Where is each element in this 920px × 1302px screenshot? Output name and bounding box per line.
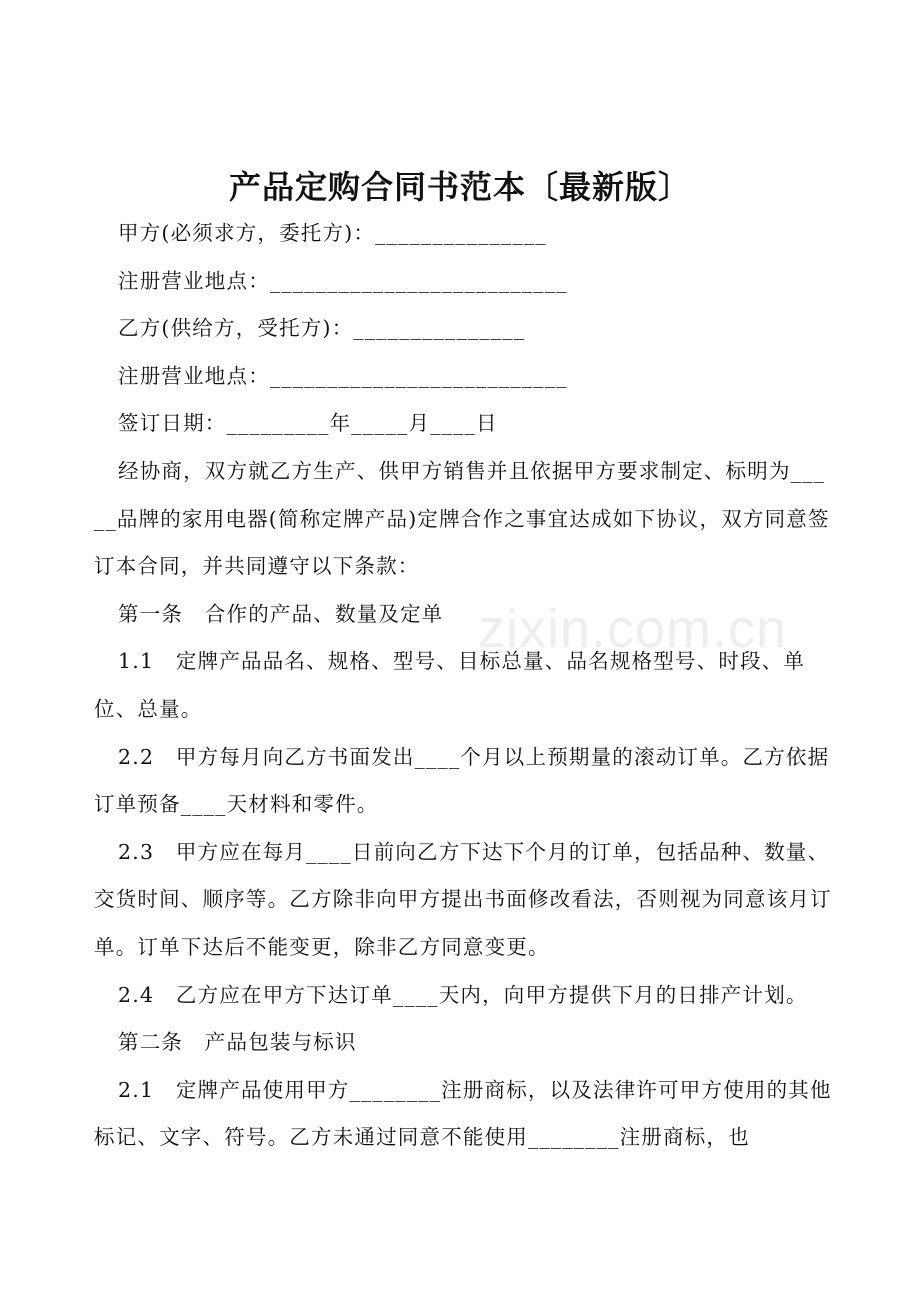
- preamble-paragraph: 经协商，双方就乙方生产、供甲方销售并且依据甲方要求制定、标明为_____品牌的家用电器(简称定牌产品)定牌合作之事宜达成如下协议，双方同意签订本合同，并共同遵守以下条款：: [94, 458, 830, 579]
- article-two-heading: 第二条 产品包装与标识: [118, 1030, 357, 1055]
- clause-2-1: 2.1 定牌产品使用甲方________注册商标，以及法律许可甲方使用的其他标记、文字、符号。乙方未通过同意不能使用________注册商标，也: [94, 1077, 832, 1150]
- clause-2-2: 2.2 甲方每月向乙方书面发出____个月以上预期量的滚动订单。乙方依据订单预备____天材料和零件。: [94, 744, 830, 817]
- signing-date-line: 签订日期：_________年_____月____日: [118, 411, 498, 436]
- document-title: 产品定购合同书范本〔最新版〕: [228, 168, 691, 206]
- clause-2-4: 2.4 乙方应在甲方下达订单____天内，向甲方提供下月的日排产计划。: [118, 982, 808, 1007]
- party-b-address-line: 注册营业地点：__________________________: [118, 363, 568, 388]
- clause-1-1: 1.1 定牌产品品名、规格、型号、目标总量、品名规格型号、时段、单位、总量。: [94, 649, 806, 721]
- watermark: zixin.com.cn: [478, 599, 788, 659]
- party-a-line: 甲方(必须求方，委托方)：_______________: [118, 221, 547, 245]
- party-b-line: 乙方(供给方，受托方)：_______________: [118, 316, 526, 341]
- article-one-heading: 第一条 合作的产品、数量及定单: [118, 601, 444, 626]
- party-a-address-line: 注册营业地点：__________________________: [118, 268, 568, 293]
- document-body: [94, 210, 836, 1162]
- clause-2-3: 2.3 甲方应在每月____日前向乙方下达下个月的订单，包括品种、数量、交货时间、顺序等。乙方除非向甲方提出书面修改看法，否则视为同意该月订单。订单下达后不能变更，除非乙方同意变更。: [94, 839, 832, 959]
